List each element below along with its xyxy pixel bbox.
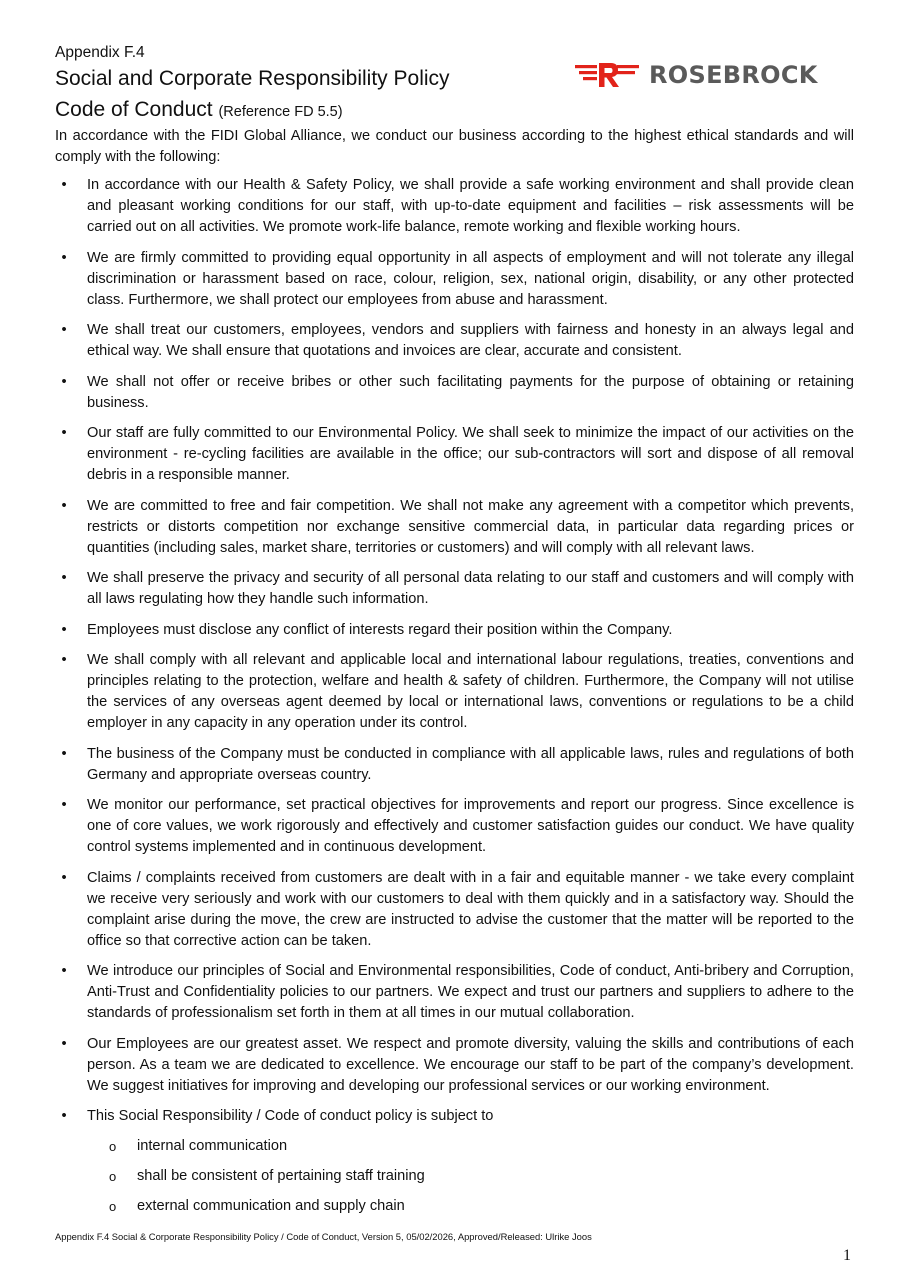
sub-list-item-text: shall be consistent of pertaining staff training	[137, 1168, 425, 1184]
sub-list-item	[87, 1166, 854, 1187]
list-item	[55, 1106, 854, 1217]
sub-list	[87, 1136, 854, 1217]
bullet-icon: •	[61, 249, 67, 266]
circle-bullet-icon: o	[109, 1169, 117, 1184]
list-item-text: Our staff are fully committed to our Environmental Policy. We shall seek to minimize the impact of our activities on the environment - re-cycling facilities are available in the office; our sub-contractors will sort and dispose of all removal debris in a responsible manner.	[87, 425, 854, 483]
bullet-icon: •	[61, 497, 67, 514]
list-item-text: We are committed to free and fair competition. We shall not make any agreement with a competitor which prevents, restricts or distorts competition nor exchange sensitive commercial data, in particular data regarding prices or quantities (including sales, market share, territories or customers) and will comply with all relevant laws.	[87, 497, 854, 556]
list-item	[55, 320, 854, 362]
company-logo	[573, 58, 818, 92]
list-item	[55, 568, 854, 610]
list-item-text: This Social Responsibility / Code of conduct policy is subject to	[87, 1108, 494, 1124]
bullet-icon: •	[61, 1035, 67, 1052]
reference-note: (Reference FD 5.5)	[218, 104, 343, 120]
list-item	[55, 423, 854, 486]
list-item	[55, 248, 854, 311]
list-item	[55, 1034, 854, 1097]
list-item-text: Our Employees are our greatest asset. We respect and promote diversity, valuing the skills and contributions of each person. As a team we are dedicated to excellence. We encourage our staff to be part of the company’s development. We suggest initiatives for improving and developing our professional services or our working environment.	[87, 1035, 854, 1094]
logo-wordmark: ROSEBROCK	[649, 61, 818, 89]
bullet-icon: •	[61, 621, 67, 638]
bullet-icon: •	[61, 425, 67, 441]
policy-list	[55, 175, 854, 1227]
list-item-text: We shall preserve the privacy and security of all personal data relating to our staff and customers and will comply with all laws regulating how they handle such information.	[87, 570, 854, 607]
list-item	[55, 795, 854, 858]
sub-list-item	[87, 1136, 854, 1157]
circle-bullet-icon: o	[109, 1199, 117, 1214]
sub-list-item-text: external communication and supply chain	[137, 1198, 405, 1214]
bullet-icon: •	[61, 963, 67, 979]
rosebrock-logo-icon	[573, 60, 641, 90]
page-title: Social and Corporate Responsibility Policy	[55, 67, 450, 90]
bullet-icon: •	[61, 1108, 67, 1124]
intro-paragraph: In accordance with the FIDI Global Alliance, we conduct our business according to the highest ethical standards and will comply with the following:	[55, 128, 854, 165]
list-item	[55, 496, 854, 559]
list-item	[55, 868, 854, 952]
list-item	[55, 744, 854, 786]
bullet-icon: •	[61, 797, 67, 813]
page-subtitle	[55, 98, 343, 122]
list-item	[55, 175, 854, 238]
list-item-text: Claims / complaints received from customers are dealt with in a fair and equitable manner - we take every complaint we receive very seriously and work with our customers to deal with them quickly and in a satisfactory way. Should the complaint arise during the move, the crew are instructed to advise the customer that the matter will be reported to the office so that corrective action can be taken.	[87, 869, 854, 949]
bullet-icon: •	[61, 652, 67, 668]
bullet-icon: •	[61, 177, 67, 193]
sub-list-item	[87, 1196, 854, 1217]
list-item-text: The business of the Company must be conducted in compliance with all applicable laws, rules and regulations of both Germany and appropriate overseas country.	[87, 745, 854, 783]
sub-list-item-text: internal communication	[137, 1138, 288, 1154]
list-item-text: We shall comply with all relevant and applicable local and international labour regulations, treaties, conventions and principles relating to the protection, welfare and health & safety of children. Furthermore, the Company will not utilise the services of any overseas agent deemed by local or international laws, conventions or regulations to be a child employer in any capacity in any operation under its control.	[87, 652, 854, 731]
list-item-text: We are firmly committed to providing equal opportunity in all aspects of employment and will not tolerate any illegal discrimination or harassment based on race, colour, religion, sex, national origin, disability, or any other protected class. Furthermore, we shall protect our employees from abuse and harassment.	[87, 249, 854, 308]
list-item-text: We introduce our principles of Social and Environmental responsibilities, Code of conduct, Anti-bribery and Corruption, Anti-Trust and Confidentiality policies to our partners. We expect and trust our partners and suppliers to adhere to the standards of professionalism set forth in them at all times in our mutual collaboration.	[87, 963, 854, 1021]
list-item-text: In accordance with our Health & Safety Policy, we shall provide a safe working environment and shall provide clean and pleasant working conditions for our staff, with up-to-date equipment and facilities – risk assessments will be carried out on all activities. We promote work-life balance, remote working and flexible working hours.	[87, 177, 854, 235]
page-footer: Appendix F.4 Social & Corporate Responsibility Policy / Code of Conduct, Version 5, 05/02/2026, Approved/Released: Ulrike Joos	[55, 1231, 592, 1242]
list-item-text: We monitor our performance, set practical objectives for improvements and report our progress. Since excellence is one of core values, we work rigorously and effectively and customer satisfaction guides our conduct. We have quality control systems implemented and in continuous development.	[87, 797, 854, 855]
list-item	[55, 650, 854, 734]
bullet-icon: •	[61, 322, 67, 338]
bullet-icon: •	[61, 570, 67, 586]
appendix-label: Appendix F.4	[55, 44, 145, 61]
bullet-icon: •	[61, 745, 67, 762]
circle-bullet-icon: o	[109, 1139, 117, 1154]
list-item	[55, 961, 854, 1024]
list-item-text: We shall not offer or receive bribes or other such facilitating payments for the purpose of obtaining or retaining business.	[87, 373, 854, 411]
list-item-text: Employees must disclose any conflict of interests regard their position within the Company.	[87, 621, 673, 638]
list-item-text: We shall treat our customers, employees, vendors and suppliers with fairness and honesty in an always legal and ethical way. We shall ensure that quotations and invoices are clear, accurate and consistent.	[87, 322, 854, 359]
page-number: 1	[843, 1247, 851, 1264]
bullet-icon: •	[61, 869, 67, 886]
list-item	[55, 372, 854, 414]
subtitle-text: Code of Conduct	[55, 98, 213, 121]
list-item	[55, 620, 854, 641]
bullet-icon: •	[61, 373, 67, 390]
